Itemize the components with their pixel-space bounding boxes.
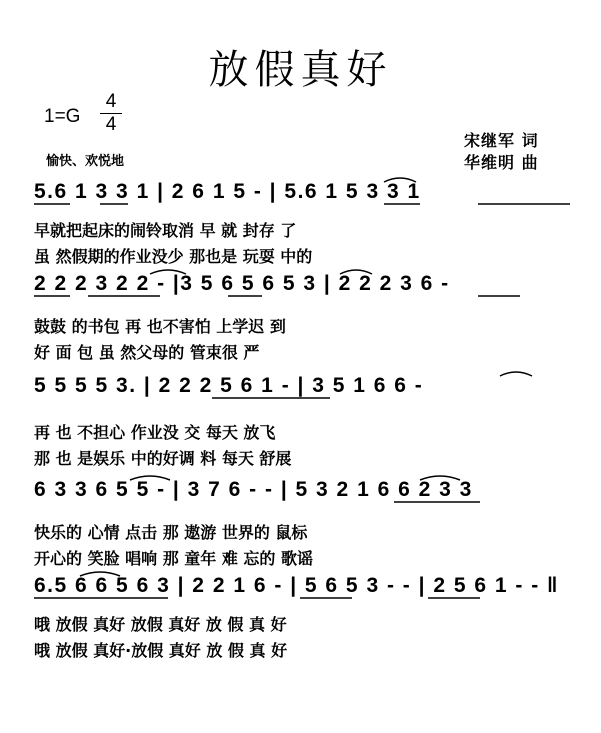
lyricist-credit: 宋继军 词 (464, 131, 539, 150)
time-signature-bottom: 4 (105, 114, 117, 135)
tempo-marking: 愉快、欢悦地 (46, 154, 125, 169)
tie-mark (420, 476, 460, 480)
tie-mark (384, 178, 416, 182)
time-signature-top: 4 (105, 91, 117, 112)
tie-mark (340, 270, 372, 274)
lyric-line-4b: 开心的 笑脸 唱响 那 童年 难 忘的 歌谣 (34, 549, 313, 568)
lyric-line-2a: 鼓鼓 的书包 再 也不害怕 上学迟 到 (34, 317, 286, 336)
notation-line-1: 5.6 1 3 3 1 | 2 6 1 5 - | 5.6 1 5 3 3 1 (34, 180, 421, 203)
key-signature: 1=G (44, 106, 81, 127)
notation-line-5: 6.5 6 6 5 6 3 | 2 2 1 6 - | 5 6 5 3 - - | 2 5 6 1 - - ‖ (34, 574, 559, 597)
lyric-line-4a: 快乐的 心情 点击 那 遨游 世界的 鼠标 (34, 523, 308, 542)
lyric-line-5a: 哦 放假 真好 放假 真好 放 假 真 好 (34, 615, 287, 634)
lyric-line-1b: 虽 然假期的作业没少 那也是 玩耍 中的 (34, 247, 313, 266)
lyric-line-5b: 哦 放假 真好·放假 真好 放 假 真 好 (34, 641, 288, 660)
composer-credit: 华维明 曲 (464, 153, 539, 172)
tie-mark (150, 270, 186, 274)
lyric-line-3b: 那 也 是娱乐 中的好调 料 每天 舒展 (34, 449, 292, 468)
lyric-line-1a: 早就把起床的闹铃取消 早 就 封存 了 (34, 221, 297, 240)
notation-line-4: 6 3 3 6 5 5 - | 3 7 6 - - | 5 3 2 1 6 6 2 3 3 (34, 478, 473, 501)
tie-mark (500, 372, 532, 376)
notation-line-3: 5 5 5 5 3. | 2 2 2 5 6 1 - | 3 5 1 6 6 - (34, 374, 424, 397)
lyric-line-3a: 再 也 不担心 作业没 交 每天 放飞 (34, 423, 276, 442)
tie-mark (80, 572, 120, 576)
lyric-line-2b: 好 面 包 虽 然父母的 管束很 严 (34, 343, 260, 362)
notation-line-2: 2 2 2 3 2 2 - |3 5 6 5 6 5 3 | 2 2 2 3 6 - (34, 272, 450, 295)
song-title: 放假真好 (208, 47, 393, 93)
tie-mark (130, 476, 170, 480)
